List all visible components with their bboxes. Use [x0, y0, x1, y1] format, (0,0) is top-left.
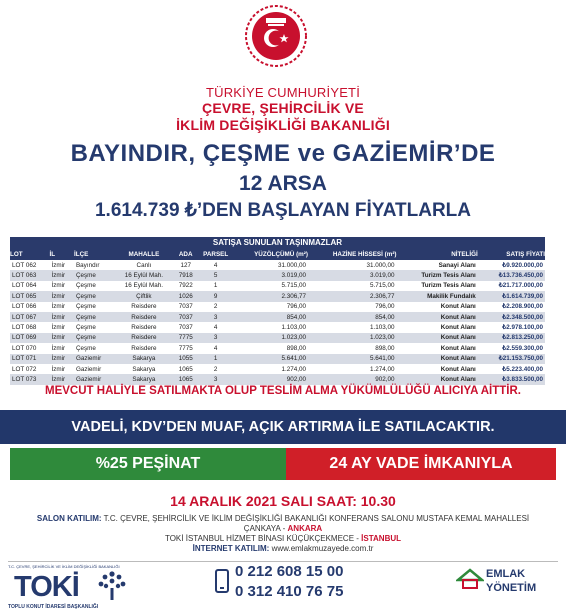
- toki-wordmark: TOKİ: [14, 571, 79, 603]
- table-cell: Çeşme: [75, 303, 96, 311]
- table-cell: 5.641,00: [233, 354, 308, 364]
- table-cell: 898,00: [375, 344, 395, 352]
- table-cell: Sakarya: [132, 365, 156, 373]
- table-header-cell: HAZİNE HİSSESİ (m²): [308, 249, 397, 260]
- toki-subtitle: TOPLU KONUT İDARESİ BAŞKANLIĞI: [8, 604, 99, 610]
- table-row: [10, 343, 545, 353]
- emlak-logo-line-2: YÖNETİM: [486, 582, 537, 594]
- table-cell: Gaziemir: [75, 365, 102, 373]
- table-cell: İzmir: [51, 303, 66, 311]
- table-cell: Sakarya: [115, 374, 174, 384]
- auction-date: 14 ARALIK 2021 SALI SAAT: 10.30: [170, 493, 396, 509]
- table-cell: LOT 065: [10, 291, 49, 301]
- table-row: [10, 354, 545, 364]
- table-cell: 7037: [178, 303, 193, 311]
- salon-city: ANKARA: [287, 524, 323, 533]
- toki-venue-text: TOKİ İSTANBUL HİZMET BİNASI KÜÇÜKÇEKMECE -: [164, 534, 362, 543]
- table-cell: 1026: [173, 291, 198, 301]
- salon-label: SALON KATILIM:: [36, 514, 102, 523]
- table-cell: Reisdere: [131, 344, 157, 352]
- table-cell: 1.274,00: [281, 365, 306, 373]
- table-header-cell: ADA: [173, 249, 198, 260]
- salon-city-prefix: ÇANKAYA -: [243, 524, 288, 533]
- toki-ministry-caption: T.C. ÇEVRE, ŞEHİRCİLİK VE İKLİM DEĞİŞİKLİĞİ BAKANLIĞI: [8, 564, 120, 569]
- table-cell: Sanayi Alanı: [438, 261, 476, 269]
- headline-count: 12 ARSA: [239, 172, 327, 195]
- table-cell: ₺2.208.900,00: [502, 303, 543, 311]
- table-cell: İzmir: [49, 333, 74, 343]
- salon-info-line-1: [0, 514, 566, 523]
- table-cell: 7775: [173, 333, 198, 343]
- table-row: [10, 291, 545, 301]
- table-cell: Canlı: [136, 261, 152, 269]
- delivery-notice: MEVCUT HALİYLE SATILMAKTA OLUP TESLİM ALMA YÜKÜMLÜLÜĞÜ ALICIYA AİTTİR.: [45, 385, 521, 397]
- table-cell: 16 Eylül Mah.: [115, 270, 174, 280]
- table-cell: 9: [198, 291, 233, 301]
- phone-number-ankara[interactable]: 0 312 410 76 75: [235, 583, 344, 600]
- table-cell: 1065: [173, 374, 198, 384]
- internet-label: İNTERNET KATILIM:: [192, 544, 270, 553]
- table-cell: 1065: [178, 365, 193, 373]
- properties-table: [10, 249, 545, 385]
- table-cell: 7922: [178, 282, 193, 290]
- table-cell: ₺3.833.500,00: [478, 374, 545, 384]
- toki-venue-city: İSTANBUL: [361, 534, 402, 543]
- table-cell: Çeşme: [74, 291, 115, 301]
- table-cell: Konut Alanı: [397, 354, 478, 364]
- table-row: [10, 270, 545, 280]
- table-header-cell: SATIŞ FİYATI: [478, 249, 545, 260]
- table-cell: Çeşme: [75, 282, 96, 290]
- table-cell: LOT 066: [12, 303, 37, 311]
- ministry-line-3: İKLİM DEĞİŞİKLİĞİ BAKANLIĞI: [176, 117, 390, 133]
- table-cell: ₺2.559.300,00: [502, 344, 543, 352]
- table-header-cell: İLÇE: [74, 249, 115, 260]
- table-cell: Reisdere: [131, 303, 157, 311]
- table-cell: 7037: [173, 312, 198, 322]
- table-cell: 127: [180, 261, 191, 269]
- table-cell: Sakarya: [115, 354, 174, 364]
- footer-divider: [8, 561, 558, 562]
- table-cell: 5.641,00: [308, 354, 397, 364]
- table-cell: ₺21.153.750,00: [478, 354, 545, 364]
- table-cell: İzmir: [51, 324, 66, 332]
- table-header-row: [10, 249, 545, 260]
- table-cell: Konut Alanı: [397, 312, 478, 322]
- table-cell: 1.023,00: [308, 333, 397, 343]
- table-cell: 1.103,00: [281, 324, 306, 332]
- table-cell: 3.019,00: [233, 270, 308, 280]
- table-cell: ₺21.717.000,00: [498, 282, 543, 290]
- table-cell: 854,00: [233, 312, 308, 322]
- table-cell: ₺2.978.100,00: [502, 324, 543, 332]
- table-cell: İzmir: [49, 291, 74, 301]
- table-cell: İzmir: [49, 354, 74, 364]
- table-cell: 1055: [173, 354, 198, 364]
- table-cell: 3: [198, 333, 233, 343]
- table-cell: İzmir: [51, 282, 66, 290]
- table-title: SATIŞA SUNULAN TAŞINMAZLAR: [10, 237, 545, 249]
- ministry-emblem-icon: [244, 4, 308, 68]
- table-cell: Çeşme: [75, 344, 96, 352]
- table-cell: İzmir: [49, 374, 74, 384]
- table-cell: İzmir: [51, 344, 66, 352]
- salon-text: T.C. ÇEVRE, ŞEHİRCİLİK VE İKLİM DEĞİŞİKLİĞİ BAKANLIĞI KONFERANS SALONU MUSTAFA KEMAL MAHALLESİ: [103, 514, 530, 523]
- table-header-cell: YÜZÖLÇÜMÜ (m²): [233, 249, 308, 260]
- table-cell: Konut Alanı: [440, 344, 476, 352]
- table-cell: 4: [213, 324, 218, 332]
- table-cell: 1: [213, 282, 218, 290]
- table-cell: İzmir: [51, 365, 66, 373]
- table-cell: Turizm Tesis Alanı: [397, 270, 478, 280]
- table-cell: 7037: [178, 324, 193, 332]
- properties-table-section: [10, 237, 545, 383]
- table-row: [10, 364, 545, 374]
- table-cell: 4: [213, 261, 218, 269]
- table-cell: Gaziemir: [74, 374, 115, 384]
- table-header-cell: LOT: [10, 249, 49, 260]
- table-cell: 5: [198, 270, 233, 280]
- table-cell: Reisdere: [131, 324, 157, 332]
- table-cell: 796,00: [375, 303, 395, 311]
- table-cell: Konut Alanı: [397, 374, 478, 384]
- table-cell: LOT 064: [12, 282, 37, 290]
- table-cell: 902,00: [233, 374, 308, 384]
- table-cell: ₺1.614.739,00: [478, 291, 545, 301]
- table-cell: 1.103,00: [370, 324, 395, 332]
- table-header-cell: MAHALLE: [115, 249, 174, 260]
- table-cell: LOT 062: [12, 261, 37, 269]
- table-cell: ₺5.223.400,00: [502, 365, 543, 373]
- phone-number-istanbul[interactable]: 0 212 608 15 00: [235, 563, 344, 580]
- table-cell: ₺2.348.500,00: [478, 312, 545, 322]
- table-cell: 7775: [178, 344, 193, 352]
- table-cell: Konut Alanı: [440, 324, 476, 332]
- table-cell: LOT 071: [10, 354, 49, 364]
- table-cell: 2.306,77: [233, 291, 308, 301]
- table-cell: 5.715,00: [281, 282, 306, 290]
- table-cell: 1.274,00: [370, 365, 395, 373]
- table-cell: 1: [198, 354, 233, 364]
- table-cell: Bayındır: [75, 261, 100, 269]
- table-cell: LOT 068: [12, 324, 37, 332]
- table-cell: 898,00: [286, 344, 306, 352]
- table-cell: Konut Alanı: [440, 303, 476, 311]
- table-cell: Çiftlik: [115, 291, 174, 301]
- table-cell: 3.019,00: [308, 270, 397, 280]
- table-body: [10, 260, 545, 385]
- phone-icon: [212, 568, 232, 594]
- table-header-cell: İL: [49, 249, 74, 260]
- ministry-line-2: ÇEVRE, ŞEHİRCİLİK VE: [202, 100, 364, 116]
- table-cell: 31.000,00: [277, 261, 306, 269]
- table-header-cell: NİTELİĞİ: [397, 249, 478, 260]
- down-payment-banner: %25 PEŞİNAT: [10, 448, 286, 480]
- table-cell: Reisdere: [115, 333, 174, 343]
- toki-venue-line: [0, 534, 566, 543]
- table-row: [10, 374, 545, 384]
- table-cell: 3: [198, 374, 233, 384]
- internet-url[interactable]: www.emlakmuzayede.com.tr: [271, 544, 374, 553]
- table-cell: İzmir: [49, 270, 74, 280]
- table-cell: ₺2.813.250,00: [478, 333, 545, 343]
- installment-banner: 24 AY VADE İMKANIYLA: [286, 448, 556, 480]
- table-cell: Çeşme: [74, 333, 115, 343]
- table-cell: 854,00: [308, 312, 397, 322]
- table-cell: LOT 073: [10, 374, 49, 384]
- table-row: [10, 312, 545, 322]
- table-row: [10, 281, 545, 291]
- table-cell: 4: [213, 344, 218, 352]
- table-cell: LOT 063: [10, 270, 49, 280]
- table-cell: Çeşme: [74, 312, 115, 322]
- emlak-house-icon: [456, 568, 484, 590]
- table-cell: Gaziemir: [74, 354, 115, 364]
- table-cell: Konut Alanı: [440, 365, 476, 373]
- table-header-cell: PARSEL: [198, 249, 233, 260]
- sale-terms-banner: VADELİ, KDV’DEN MUAF, AÇIK ARTIRMA İLE SATILACAKTIR.: [0, 410, 566, 444]
- table-cell: 5.715,00: [370, 282, 395, 290]
- table-cell: 2: [213, 303, 218, 311]
- table-cell: 31.000,00: [366, 261, 395, 269]
- table-cell: Turizm Tesis Alanı: [421, 282, 476, 290]
- table-cell: Reisdere: [115, 312, 174, 322]
- toki-tree-logo-icon: [94, 568, 130, 604]
- table-cell: İzmir: [51, 261, 66, 269]
- table-cell: 3: [198, 312, 233, 322]
- table-cell: ₺13.736.450,00: [478, 270, 545, 280]
- table-cell: 2: [213, 365, 218, 373]
- table-cell: LOT 069: [10, 333, 49, 343]
- table-cell: 7918: [173, 270, 198, 280]
- emlak-logo-line-1: EMLAK: [486, 568, 526, 580]
- table-row: [10, 333, 545, 343]
- table-cell: Çeşme: [75, 324, 96, 332]
- table-cell: LOT 067: [10, 312, 49, 322]
- table-cell: 1.023,00: [233, 333, 308, 343]
- table-cell: 16 Eylül Mah.: [124, 282, 163, 290]
- table-cell: 796,00: [286, 303, 306, 311]
- table-cell: Makilik Fundalık: [397, 291, 478, 301]
- table-cell: LOT 070: [12, 344, 37, 352]
- table-cell: 2.306,77: [308, 291, 397, 301]
- salon-info-line-2: [0, 524, 566, 533]
- headline-locations: BAYINDIR, ÇEŞME ve GAZİEMİR’DE: [70, 140, 496, 167]
- table-cell: 902,00: [308, 374, 397, 384]
- table-cell: LOT 072: [12, 365, 37, 373]
- table-row: [10, 260, 545, 270]
- table-row: [10, 302, 545, 312]
- headline-price: 1.614.739 ₺’DEN BAŞLAYAN FİYATLARLA: [94, 200, 472, 221]
- table-cell: Çeşme: [74, 270, 115, 280]
- table-cell: İzmir: [49, 312, 74, 322]
- internet-line: [0, 544, 566, 553]
- table-row: [10, 322, 545, 332]
- table-cell: ₺9.920.000,00: [502, 261, 543, 269]
- table-cell: Konut Alanı: [397, 333, 478, 343]
- ministry-line-1: TÜRKİYE CUMHURİYETİ: [205, 85, 361, 100]
